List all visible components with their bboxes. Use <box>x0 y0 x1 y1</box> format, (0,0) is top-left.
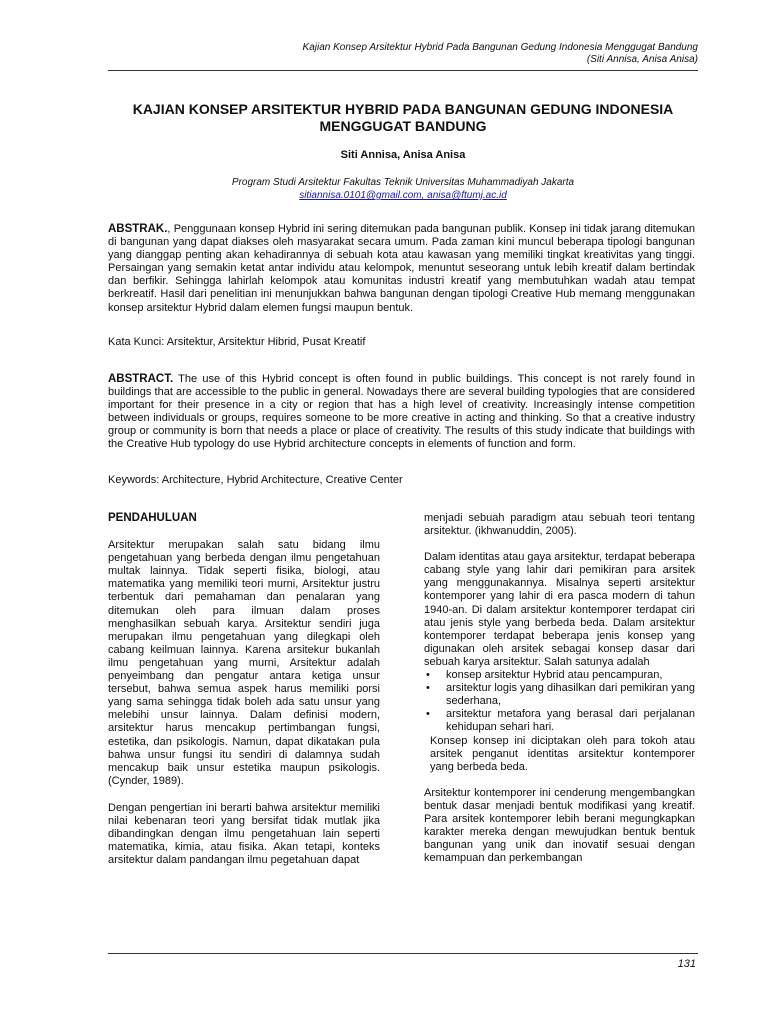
abstrak-text: , Penggunaan konsep Hybrid ini sering ditemukan pada bangunan publik. Konsep ini tidak jarang ditemukan di bangunan yang dapat diakses oleh masyarakat secara umum. Pada zaman kini muncul beberapa tipologi bangunan yang dianggap penting akan kehadirannya di sebuah kota atau kawasan yang memiliki tingkat kreativitas yang tinggi. Persaingan yang semakin ketat antar individu atau kelompok, menuntut seseorang untuk lebih kreatif dalam bertindak dan berfikir. Sehingga lahirlah kelompok atau komunitas industri kreatif yang membutuhkan wadah atau tempat berkreatif. Hasil dari penelitian ini menunjukkan bahwa bangunan dengan tipologi Creative Hub memang menggunakan konsep arsitektur Hybrid dalam elemen fungsi maupun bentuk. <box>108 223 695 314</box>
abstrak-label: ABSTRAK. <box>108 223 168 235</box>
right-paragraph-3: Konsep konsep ini diciptakan oleh para tokoh atau arsitek penganut identitas arsitektur kontemporer yang berbeda beda. <box>430 734 695 773</box>
abstract-block <box>108 373 695 452</box>
abstract-text: The use of this Hybrid concept is often found in public buildings. This concept is not rarely found in buildings that are accessible to the public in general. Nowadays there are several building typologies that are considered important for their presence in a city or region that has a high level of creativity. Increasingly intense competition between individuals or groups, requires someone to be more creative in acting and thinking. So that a creative industry group or community is born that needs a place or place of creativity. The results of this study indicate that buildings with the Creative Hub typology do use Hybrid architecture concepts in elements of function and form. <box>108 373 695 451</box>
list-item <box>424 682 695 708</box>
right-paragraph-2: Dalam identitas atau gaya arsitektur, terdapat beberapa cabang style yang lahir dari pemikiran para arsitek yang menggunakannya. Misalnya seperti arsitektur kontemporer yang lahir di era pasca modern di tahun 1940-an. Di dalam arsitektur kontemporer terdapat ciri atau jenis style yang berbeda beda. Dalam arsitektur kontemporer terdapat beberapa jenis konsep yang digunakan oleh arsitek sebagai konsep dasar dari sebuah karya arsitektur. Salah satunya adalah <box>424 551 695 668</box>
list-item-text: konsep arsitektur Hybrid atau pencampuran, <box>446 669 663 682</box>
footer-rule <box>108 953 698 954</box>
left-column <box>108 512 380 867</box>
author-emails[interactable]: sitiannisa.0101@gmail.com, anisa@ftumj.ac.id <box>299 190 507 201</box>
kata-kunci: Kata Kunci: Arsitektur, Arsitektur Hibrid, Pusat Kreatif <box>108 336 366 348</box>
bullet-dot: • <box>426 708 430 721</box>
list-item <box>424 708 695 734</box>
right-column <box>424 512 695 865</box>
header-rule <box>108 70 698 71</box>
running-header-authors: (Siti Annisa, Anisa Anisa) <box>586 54 698 65</box>
section-title: PENDAHULUAN <box>108 512 197 524</box>
page-number: 131 <box>677 958 696 970</box>
list-item-text: arsitektur logis yang dihasilkan dari pemikiran yang sederhana, <box>446 682 695 708</box>
paper-title <box>108 101 698 135</box>
paper-title-line1: KAJIAN KONSEP ARSITEKTUR HYBRID PADA BANGUNAN GEDUNG INDONESIA <box>132 101 674 117</box>
english-keywords: Keywords: Architecture, Hybrid Architecture, Creative Center <box>108 474 403 486</box>
concept-list <box>424 669 695 734</box>
abstract-label: ABSTRACT. <box>108 373 174 385</box>
paper-authors: Siti Annisa, Anisa Anisa <box>340 149 466 161</box>
affiliation: Program Studi Arsitektur Fakultas Teknik Universitas Muhammadiyah Jakarta <box>231 177 575 188</box>
affiliation-block <box>108 176 698 202</box>
abstrak-block <box>108 223 695 315</box>
bullet-dot: • <box>426 682 430 695</box>
paper-title-line2: MENGGUGAT BANDUNG <box>319 118 487 134</box>
running-header-title: Kajian Konsep Arsitektur Hybrid Pada Bangunan Gedung Indonesia Menggugat Bandung <box>302 42 698 53</box>
right-paragraph-4: Arsitektur kontemporer ini cenderung mengembangkan bentuk dasar menjadi bentuk modifikasi yang kreatif. Para arsitek kontemporer lebih berani megungkapkan karakter mereka dengan mewujudkan bentuk bentuk bangunan yang unik dan inovatif sesuai dengan kemampuan dan perkembangan <box>424 786 695 865</box>
left-paragraph-1: Arsitektur merupakan salah satu bidang ilmu pengetahuan yang berbeda dengan ilmu pengetahuan multak lainnya. Tidak seperti fisika, biologi, atau matematika yang memiliki teori murni, Arsitektur justru terbentuk dari pemahaman dan penalaran yang ditemukan oleh para ilmuan dalam proses menghasilkan sebuah karya. Arsitektur sendiri juga merupakan ilmu pengetahuan yang dilegkapi oleh cabang keilmuan lainnya. Karena arsitekur bukanlah ilmu pengetahuan yang murni, Arsitektur adalah penyeimbang dan pengatur antara ketiga unsur tersebut, bahwa semua aspek harus memiliki porsi yang sama sehingga tidak boleh ada satu unsur yang melebihi unsur lainnya. Dalam definisi modern, arsitektur harus mencakup pertimbangan fungsi, estetika, dan psikologis. Namun, dapat dikatakan pula bahwa unsur fungsi itu sendiri di dalamnya sudah mencakup baik unsur estetika maupun psikologis. (Cynder, 1989). <box>108 539 380 787</box>
left-paragraph-2: Dengan pengertian ini berarti bahwa arsitektur memiliki nilai kebenaran teori yang bersifat tidak mutlak jika dibandingkan dengan ilmu pengetahuan lain seperti matematika, kimia, atau fisika. Akan tetapi, konteks arsitektur dalam pandangan ilmu pegetahuan dapat <box>108 801 380 867</box>
running-header <box>98 42 698 66</box>
list-item-text: arsitektur metafora yang berasal dari perjalanan kehidupan sehari hari. <box>446 708 695 734</box>
bullet-dot: • <box>426 669 430 682</box>
list-item <box>424 669 695 682</box>
right-paragraph-1: menjadi sebuah paradigm atau sebuah teori tentang arsitektur. (ikhwanuddin, 2005). <box>424 512 695 538</box>
